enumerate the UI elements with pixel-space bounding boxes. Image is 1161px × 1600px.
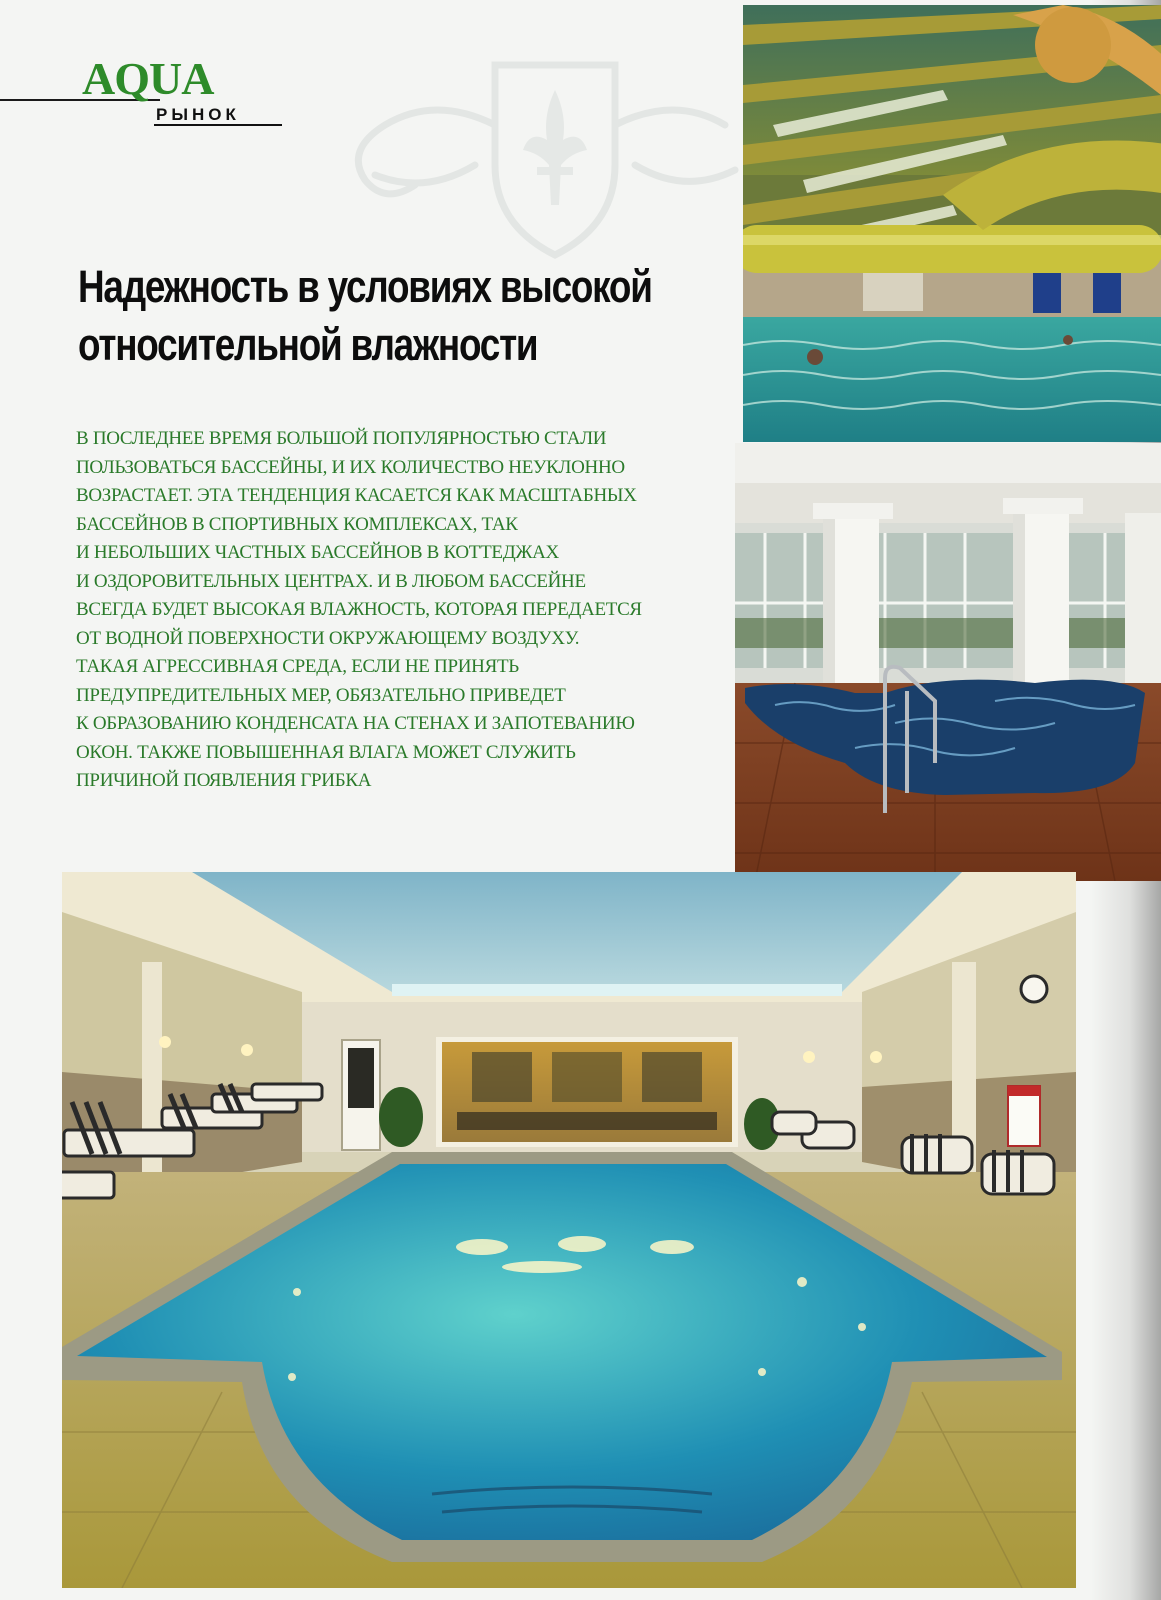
title-line: относительной влажности [78, 319, 538, 370]
lead-line: В ПОСЛЕДНЕЕ ВРЕМЯ БОЛЬШОЙ ПОПУЛЯРНОСТЬЮ СТАЛИ [76, 428, 607, 449]
article-title [78, 258, 652, 374]
logo-rynok: РЫНОК [156, 105, 240, 124]
lead-line: К ОБРАЗОВАНИЮ КОНДЕНСАТА НА СТЕНАХ И ЗАПОТЕВАНИЮ [76, 713, 635, 734]
lead-line: ТАКАЯ АГРЕССИВНАЯ СРЕДА, ЕСЛИ НЕ ПРИНЯТЬ [76, 656, 519, 677]
lead-line: ОТ ВОДНОЙ ПОВЕРХНОСТИ ОКРУЖАЮЩЕМУ ВОЗДУХУ. [76, 627, 580, 649]
photo-column-pool [735, 443, 1161, 881]
lead-line: И НЕБОЛЬШИХ ЧАСТНЫХ БАССЕЙНОВ В КОТТЕДЖАХ [76, 542, 559, 563]
lead-line: ВОЗРАСТАЕТ. ЭТА ТЕНДЕНЦИЯ КАСАЕТСЯ КАК МАСШТАБНЫХ [76, 485, 637, 506]
logo-underline [154, 124, 282, 126]
photo-waterslide-pool [743, 5, 1161, 442]
lead-line: И ОЗДОРОВИТЕЛЬНЫХ ЦЕНТРАХ. И В ЛЮБОМ БАССЕЙНЕ [76, 570, 586, 592]
logo-aqua: AQUA [82, 53, 214, 104]
lead-line: БАССЕЙНОВ В СПОРТИВНЫХ КОМПЛЕКСАХ, ТАК [76, 513, 518, 535]
article-lead [76, 425, 736, 796]
photo-hotel-indoor-pool [62, 872, 1076, 1588]
lead-line: ВСЕГДА БУДЕТ ВЫСОКАЯ ВЛАЖНОСТЬ, КОТОРАЯ ПЕРЕДАЕТСЯ [76, 599, 642, 620]
lead-line: ПРИЧИНОЙ ПОЯВЛЕНИЯ ГРИБКА [76, 770, 372, 791]
lead-line: ОКОН. ТАКЖЕ ПОВЫШЕННАЯ ВЛАГА МОЖЕТ СЛУЖИТЬ [76, 741, 576, 763]
crest-watermark [325, 55, 745, 265]
lead-line: ПРЕДУПРЕДИТЕЛЬНЫХ МЕР, ОБЯЗАТЕЛЬНО ПРИВЕДЕТ [76, 684, 566, 706]
lead-line: ПОЛЬЗОВАТЬСЯ БАССЕЙНЫ, И ИХ КОЛИЧЕСТВО НЕУКЛОННО [76, 456, 625, 478]
title-line: Надежность в условиях высокой [78, 261, 652, 312]
